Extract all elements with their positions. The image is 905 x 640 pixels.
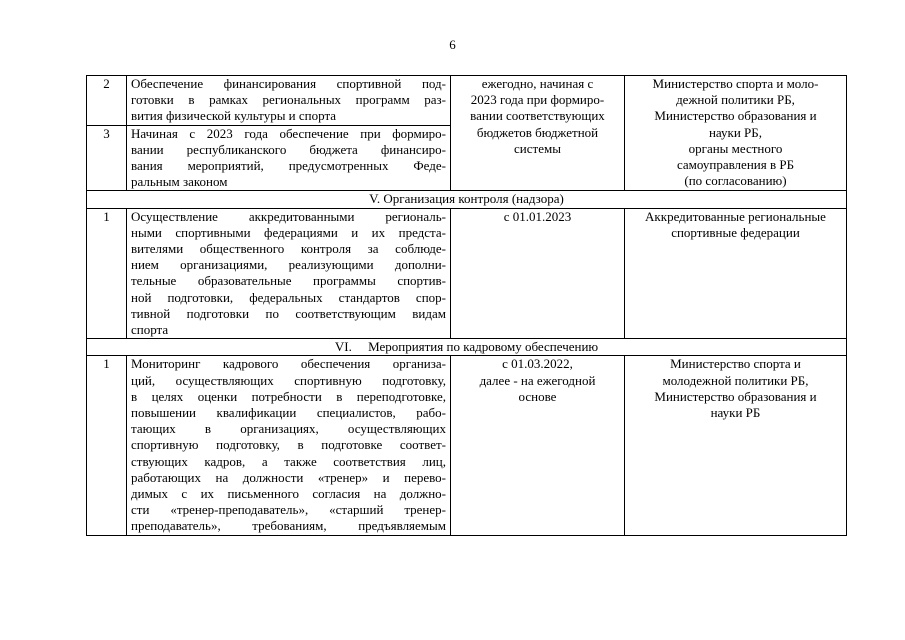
table-row bbox=[87, 356, 847, 535]
text-line: нием организациями, реализующими дополни- bbox=[131, 257, 446, 273]
measure-description bbox=[127, 208, 451, 339]
text-line: Начиная с 2023 года обеспечение при формиро- bbox=[131, 125, 446, 141]
text-line: тивной подготовки по соответствующим видам bbox=[131, 305, 446, 321]
text-line: бюджетов бюджетной bbox=[476, 124, 599, 140]
text-line: преподаватель», требованиям, предъявляемым bbox=[131, 518, 446, 534]
row-number: 2 bbox=[87, 76, 127, 126]
text-line: спортивную подготовку, в подготовке соответ- bbox=[131, 437, 446, 453]
text-line: Министерство образования и bbox=[654, 388, 817, 404]
text-line: вания мероприятий, предусмотренных Феде- bbox=[131, 158, 446, 174]
text-line: науки РБ bbox=[710, 405, 761, 421]
text-line: вителями общественного контроля за соблюде- bbox=[131, 241, 446, 257]
row-number: 1 bbox=[87, 208, 127, 339]
text-line: ной подготовки, федеральных стандартов спор- bbox=[131, 289, 446, 305]
text-line: Осуществление аккредитованными региональ- bbox=[131, 208, 446, 224]
measures-table bbox=[86, 75, 847, 536]
text-line: системы bbox=[514, 140, 561, 156]
text-line: работающих на должности «тренер» и перево- bbox=[131, 469, 446, 485]
table-row bbox=[87, 76, 847, 126]
text-line: 2023 года при формиро- bbox=[470, 92, 605, 108]
text-line: (по согласованию) bbox=[684, 173, 787, 189]
text-line: науки РБ, bbox=[708, 124, 763, 140]
measure-term bbox=[451, 356, 625, 535]
text-line: ными спортивными федерациями и их предста- bbox=[131, 224, 446, 240]
text-line: в целях оценки потребности в переподготовке, bbox=[131, 388, 446, 404]
text-line: готовки в рамках региональных программ раз- bbox=[131, 92, 446, 108]
text-line: Министерство образования и bbox=[654, 108, 817, 124]
text-line: Министерство спорта и моло- bbox=[652, 76, 819, 91]
text-line: вании соответствующих bbox=[470, 108, 605, 124]
section-heading: V. Организация контроля (надзора) bbox=[87, 191, 847, 208]
section-row bbox=[87, 191, 847, 208]
measure-term bbox=[451, 76, 625, 191]
text-line: сти «тренер-преподаватель», «старший тренер- bbox=[131, 502, 446, 518]
table-row bbox=[87, 208, 847, 339]
text-line: димых с их письменного согласия на должно- bbox=[131, 486, 446, 502]
text-line: молодежной политики РБ, bbox=[662, 372, 809, 388]
page-number: 6 bbox=[449, 37, 456, 52]
row-number: 3 bbox=[87, 125, 127, 191]
text-line: тельные образовательные программы спортив- bbox=[131, 273, 446, 289]
text-line: вития физической культуры и спорта bbox=[131, 108, 337, 124]
text-line: вании республиканского бюджета финансиро- bbox=[131, 141, 446, 157]
text-line: ций, осуществляющих спортивную подготовку, bbox=[131, 372, 446, 388]
text-line: Обеспечение финансирования спортивной под- bbox=[131, 76, 446, 91]
text-line: Аккредитованные региональные bbox=[645, 208, 826, 224]
text-line: тающих в организациях, осуществляющих bbox=[131, 421, 446, 437]
text-line: ствующих кадров, а также соответствия лиц, bbox=[131, 453, 446, 469]
measure-responsible bbox=[625, 356, 847, 535]
measure-description bbox=[127, 356, 451, 535]
measure-description bbox=[127, 76, 451, 126]
text-line: спортивные федерации bbox=[671, 224, 800, 240]
text-line: Министерство спорта и bbox=[670, 356, 801, 372]
measure-responsible bbox=[625, 208, 847, 339]
text-line: ральным законом bbox=[131, 174, 228, 190]
text-line: самоуправления в РБ bbox=[676, 157, 795, 173]
text-line: спорта bbox=[131, 322, 169, 338]
text-line: основе bbox=[518, 388, 557, 404]
text-line: повышении квалификации специалистов, рабо- bbox=[131, 405, 446, 421]
measure-description bbox=[127, 125, 451, 191]
text-line: дежной политики РБ, bbox=[676, 92, 795, 108]
section-row bbox=[87, 339, 847, 356]
text-line: Мониторинг кадрового обеспечения организа- bbox=[131, 356, 446, 372]
text-line: далее - на ежегодной bbox=[479, 372, 596, 388]
text-line: с 01.03.2022, bbox=[502, 356, 573, 372]
text-line: органы местного bbox=[688, 140, 783, 156]
measure-responsible bbox=[625, 76, 847, 191]
text-line: с 01.01.2023 bbox=[503, 208, 572, 224]
row-number: 1 bbox=[87, 356, 127, 535]
section-heading: VI. Мероприятия по кадровому обеспечению bbox=[87, 339, 847, 356]
text-line: ежегодно, начиная с bbox=[481, 76, 594, 91]
measure-term bbox=[451, 208, 625, 339]
